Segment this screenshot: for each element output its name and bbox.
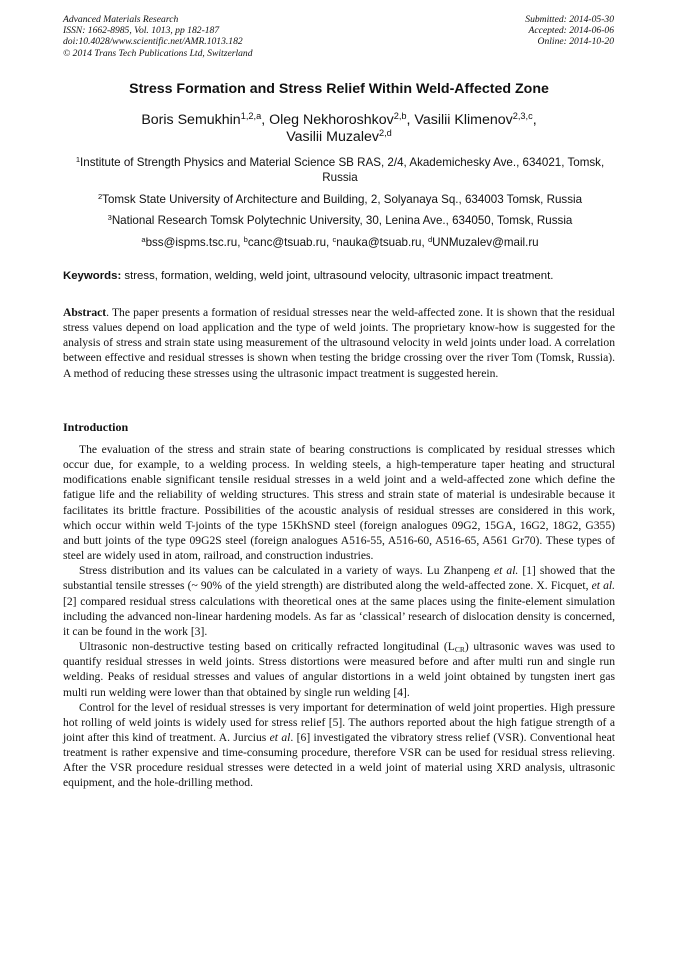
author-separator: , (261, 112, 270, 128)
email-marker: a (141, 234, 146, 244)
journal-issn: ISSN: 1662-8985, Vol. 1013, pp 182-187 (63, 25, 220, 37)
author-name: Vasilii Klimenov (414, 112, 513, 128)
journal-copyright: © 2014 Trans Tech Publications Ltd, Switzerland (63, 47, 253, 59)
email-marker: b (243, 234, 248, 244)
author-affiliation-marker: 2,d (378, 127, 392, 138)
author-name: Oleg Nekhoroshkov (269, 112, 394, 128)
affiliation-text: Tomsk State University of Architecture and Building, 2, Solyanaya Sq., 634003 Tomsk, Russia (102, 193, 583, 206)
journal-info (63, 14, 253, 59)
journal-doi: doi:10.4028/www.scientific.net/AMR.1013.182 (63, 36, 243, 48)
et-al: et al (269, 730, 291, 744)
author-affiliation-marker: 2,b (393, 110, 407, 121)
affiliation-1 (60, 155, 620, 185)
et-al: et al. (494, 564, 519, 578)
affiliation-marker: 1 (75, 154, 81, 164)
submission-dates (525, 14, 614, 48)
keywords-text: stress, formation, welding, weld joint, ultrasound velocity, ultrasonic impact treatment. (121, 270, 554, 282)
email-address[interactable]: UNMuzalev@mail.ru (432, 236, 539, 249)
affiliation-marker: 3 (107, 212, 112, 222)
paragraph-text: . [6] investigated the vibratory stress relief (VSR). Conventional heat treatment is rather expensive and time-consuming procedure, therefore VSR can be used for residual stress relieving. After the VSR procedure residual stresses were detected in a weld joint of material using XRD analysis, ultrasonic equipment, and the hole-drilling method. (63, 730, 615, 790)
email-address[interactable]: nauka@tsuab.ru (336, 236, 422, 249)
paragraph-text: Control for the level of residual stresses is very important for determination of weld joint properties. High pressure hot rolling of weld joints is widely used for stress relief [5]. The authors reported about the high fatigue strength of a joint after this kind of treatment. A. Jurcius (63, 700, 615, 744)
author-separator: , (406, 112, 415, 128)
intro-paragraph-2 (63, 563, 615, 639)
paper-title: Stress Formation and Stress Relief Within Weld-Affected Zone (129, 81, 549, 97)
paragraph-text: [2] compared residual stress calculations with theoretical ones at the same places using the finite-element simulation including the advanced non-linear hardening models. As far as ‘classical’ research of dislocation density is concerned, it can be found in the work [3]. (63, 594, 615, 638)
affiliation-text: National Research Tomsk Polytechnic University, 30, Lenina Ave., 634050, Tomsk, Russia (111, 214, 573, 227)
author-name: Vasilii Muzalev (286, 129, 379, 145)
affiliation-3 (60, 213, 620, 228)
email-marker: d (427, 234, 433, 244)
paragraph-text: Ultrasonic non-destructive testing based on critically refracted longitudinal (L (79, 640, 455, 654)
author-emails: $^a$bss@ispms.tsc.ru, $^b$canc@tsuab.ru, $^c$nauka@tsuab.ru, $^d$UNMuzalev@mail.ru (141, 234, 539, 249)
email-address[interactable]: bss@ispms.tsc.ru (145, 236, 238, 249)
submitted-date: Submitted: 2014-05-30 (525, 14, 614, 25)
author-list (40, 112, 638, 146)
introduction-body (63, 442, 615, 791)
email-marker: c (332, 234, 337, 244)
accepted-date: Accepted: 2014-06-06 (528, 25, 614, 37)
intro-paragraph-4 (63, 700, 615, 791)
journal-name: Advanced Materials Research (63, 14, 179, 25)
intro-paragraph-1: The evaluation of the stress and strain state of bearing constructions is complicated by residual stresses which occur due, for example, to a welding process. In welding steels, a high-temperature taper heating and structural modifications enable significant tensile residual stresses in a weld joint and a weld-affected zone which define the fatigue life and the reliability of welding structures. This stress and strain state of material is undesirable because it facilitates its brittle fracture. Possibilities of the acoustic analysis of residual stresses are considered in this work, which occur within weld T-joints of the type 15KhSND steel (foreign analogues 09G2, 15GA, 16G2, 18G2, G355) and butt joints of the type 09G2S steel (foreign analogues A516-55, A516-60, A516-65, A561 Gr70). These types of steel are widely used in atom, railroad, and construction industries. (63, 443, 615, 563)
abstract-text: . The paper presents a formation of residual stresses near the weld-affected zone. It is shown that the residual stress values depend on load application and the type of weld joints. The proprietary know-how is suggested for the analysis of stress and strain state using measurement of the ultrasound velocity in weld joints under load. A correlation between effective and residual stresses is shown when testing the bridge crossing over the river Tom (Tomsk, Russia). A method of reducing these stresses using the ultrasonic impact treatment is suggested herein. (63, 306, 615, 380)
paragraph-text: ) ultrasonic waves was used to quantify residual stresses in weld joints. Stress distortions were measured before and after multi run and single run welding. Peaks of residual stresses and values of angular distortions in a weld joint obtained by tungsten inert gas multi run welding were lower than that obtained by single run welding [4]. (63, 640, 615, 699)
keywords-label: Keywords: (63, 270, 122, 282)
paragraph-text: [1] showed that the substantial tensile stresses (~ 90% of the yield strength) are distributed along the weld-affected zone. X. Ficquet, (63, 564, 615, 593)
author-affiliation-marker: 1,2,a (240, 110, 262, 121)
paragraph-text: Stress distribution and its values can be calculated in a variety of ways. Lu Zhanpeng (79, 564, 495, 578)
author-name: Boris Semukhin (141, 112, 241, 128)
online-date: Online: 2014-10-20 (537, 36, 614, 48)
keywords (63, 270, 623, 282)
et-al: et al. (591, 579, 615, 593)
abstract-label: Abstract (63, 306, 107, 319)
author-affiliation-marker: 2,3,c (512, 110, 533, 121)
intro-paragraph-3 (63, 639, 615, 700)
subscript: CR (454, 644, 465, 654)
abstract (63, 305, 615, 381)
section-heading-introduction: Introduction (63, 420, 129, 434)
affiliation-text: Institute of Strength Physics and Material Science SB RAS, 2/4, Akademichesky Ave., 634021, Tomsk, Russia (80, 156, 605, 184)
email-address[interactable]: canc@tsuab.ru (247, 236, 327, 249)
affiliation-marker: 2 (97, 191, 103, 201)
affiliation-2 (60, 192, 620, 207)
author-separator: , (532, 112, 537, 128)
